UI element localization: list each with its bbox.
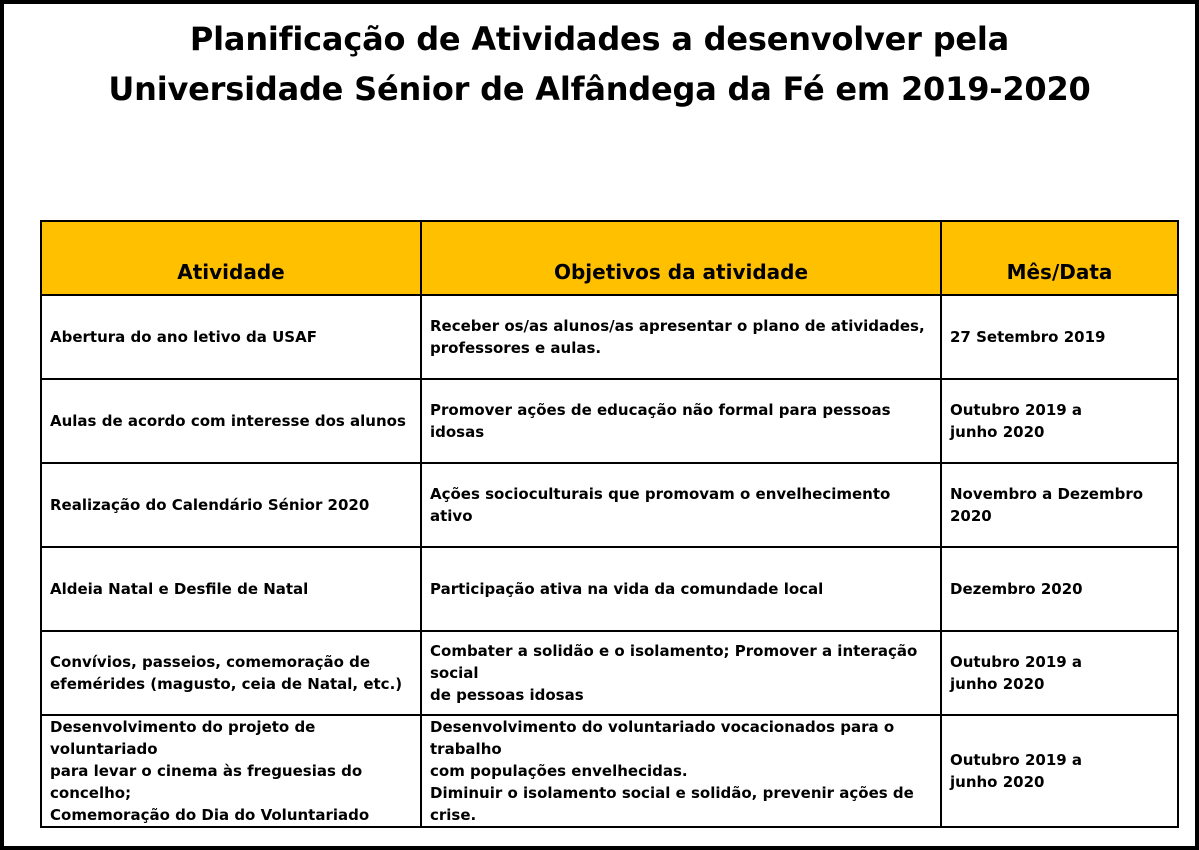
- cell-objetivos: [421, 463, 941, 547]
- header-atividade: Atividade: [41, 221, 421, 295]
- cell-text: Outubro 2019 a junho 2020: [950, 401, 1083, 441]
- cell-text: Realização do Calendário Sénior 2020: [50, 496, 370, 514]
- header-mes-data: Mês/Data: [941, 221, 1178, 295]
- cell-text: Outubro 2019 a junho 2020: [950, 653, 1083, 693]
- cell-data: [941, 295, 1178, 379]
- table-row: [41, 547, 1178, 631]
- table-row: [41, 631, 1178, 715]
- cell-text: Participação ativa na vida da comundade local: [430, 580, 824, 598]
- table-row: [41, 295, 1178, 379]
- cell-text: Convívios, passeios, comemoração de efemérides (magusto, ceia de Natal, etc.): [50, 653, 403, 693]
- cell-data: [941, 631, 1178, 715]
- cell-objetivos: [421, 631, 941, 715]
- cell-atividade: [41, 295, 421, 379]
- cell-text: Aulas de acordo com interesse dos alunos: [50, 412, 406, 430]
- cell-data: [941, 547, 1178, 631]
- cell-text: Novembro a Dezembro 2020: [950, 485, 1144, 525]
- title-line-2: Universidade Sénior de Alfândega da Fé em 2019-2020: [108, 70, 1091, 108]
- cell-text: Desenvolvimento do voluntariado vocacionados para o trabalho com populações envelhecidas. Diminuir o isolamento social e solidão, prevenir ações de crise.: [430, 718, 914, 824]
- cell-text: Receber os/as alunos/as apresentar o plano de atividades, professores e aulas.: [430, 317, 925, 357]
- cell-data: [941, 379, 1178, 463]
- cell-text: Aldeia Natal e Desfile de Natal: [50, 580, 309, 598]
- table-row: [41, 715, 1178, 827]
- cell-atividade: [41, 631, 421, 715]
- cell-atividade: [41, 463, 421, 547]
- cell-text: 27 Setembro 2019: [950, 328, 1106, 346]
- cell-objetivos: [421, 295, 941, 379]
- cell-atividade: [41, 547, 421, 631]
- header-objetivos: Objetivos da atividade: [421, 221, 941, 295]
- cell-text: Ações socioculturais que promovam o envelhecimento ativo: [430, 485, 891, 525]
- cell-objetivos: [421, 379, 941, 463]
- cell-objetivos: [421, 715, 941, 827]
- table-header-row: [41, 221, 1178, 295]
- cell-data: [941, 463, 1178, 547]
- cell-text: Desenvolvimento do projeto de voluntariado para levar o cinema às freguesias do concelho; Comemoração do Dia do Voluntariado: [50, 718, 370, 824]
- cell-objetivos: [421, 547, 941, 631]
- cell-text: Dezembro 2020: [950, 580, 1083, 598]
- cell-atividade: [41, 715, 421, 827]
- title-line-1: Planificação de Atividades a desenvolver pela: [189, 20, 1010, 58]
- cell-text: Combater a solidão e o isolamento; Promover a interação social de pessoas idosas: [430, 642, 918, 704]
- table-row: [41, 379, 1178, 463]
- cell-text: Promover ações de educação não formal para pessoas idosas: [430, 401, 891, 441]
- cell-text: Outubro 2019 a junho 2020: [950, 751, 1083, 791]
- activities-table: [40, 220, 1179, 828]
- cell-data: [941, 715, 1178, 827]
- cell-atividade: [41, 379, 421, 463]
- table-row: [41, 463, 1178, 547]
- page-title: [4, 14, 1195, 114]
- cell-text: Abertura do ano letivo da USAF: [50, 328, 317, 346]
